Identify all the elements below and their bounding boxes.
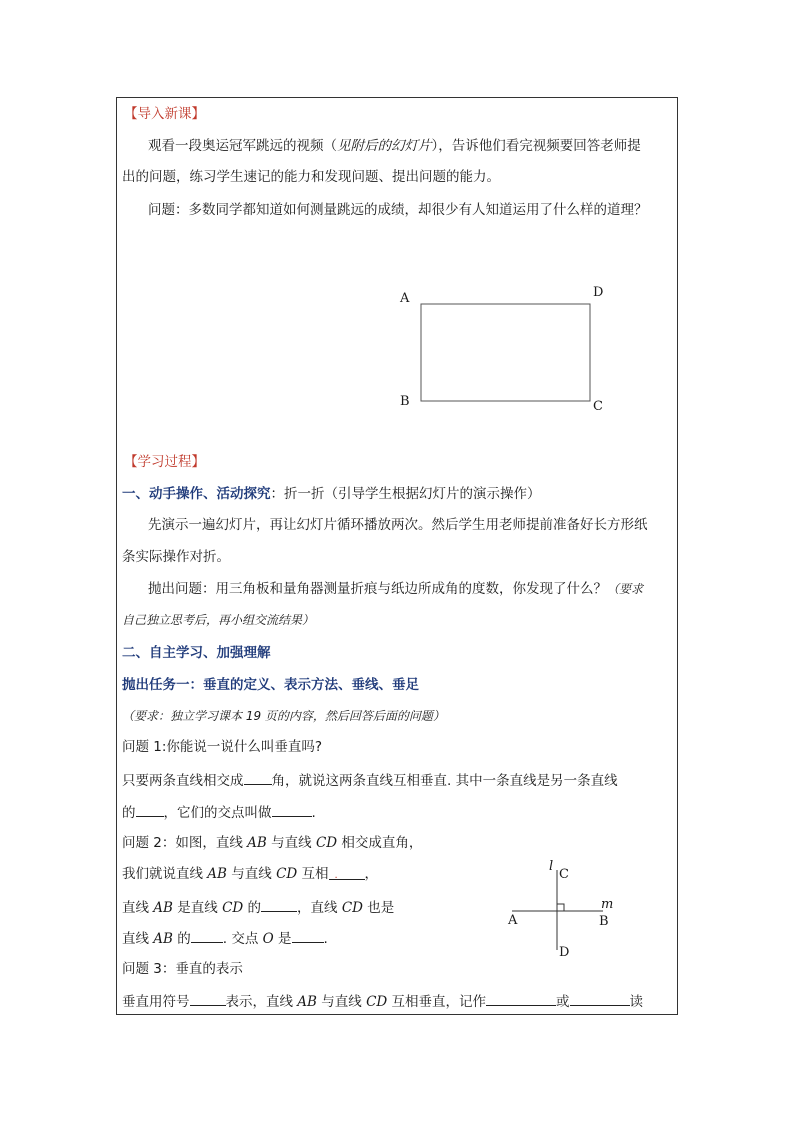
question3-title: 问题 3：垂直的表示 (122, 961, 243, 977)
cross-label-a: A (508, 913, 518, 928)
section1-question-line1: 抛出问题：用三角板和量角器测量折痕与纸边所成角的度数，你发现了什么？（要求 (148, 581, 644, 597)
question2-line3: 直线 AB 是直线 CD 的 ，直线 CD 也是 (122, 900, 395, 916)
rect-label-c: C (593, 399, 603, 414)
intro-paragraph-line1: 观看一段奥运冠军跳远的视频（见附后的幻灯片），告诉他们看完视频要回答老师提 (148, 138, 641, 154)
task1-note: （要求：独立学习课本 19 页的内容，然后回答后面的问题） (122, 709, 445, 723)
question1-title: 问题 1:你能说一说什么叫垂直吗? (122, 739, 323, 755)
rect-label-d: D (593, 285, 604, 300)
blank-mutually: . (329, 866, 365, 880)
intro-question: 问题：多数同学都知道如何测量跳远的成绩，却很少有人知道运用了什么样的道理？ (148, 202, 648, 218)
question1-line1: 只要两条直线相交成 角，就说这两条直线互相垂直. 其中一条直线是另一条直线 (122, 773, 618, 789)
cross-label-b: B (599, 914, 609, 929)
section1-title: 一、动手操作、活动探究：折一折（引导学生根据幻灯片的演示操作） (122, 486, 541, 502)
question1-line2: 的 ，它们的交点叫做 . (122, 805, 316, 821)
cross-label-l: l (549, 859, 554, 874)
cross-label-c: C (559, 867, 569, 882)
section1-paragraph-line2: 条实际操作对折。 (122, 549, 230, 565)
task1-title: 抛出任务一：垂直的定义、表示方法、垂线、垂足 (122, 677, 419, 693)
section2-title: 二、自主学习、加强理解 (122, 645, 271, 661)
intro-paragraph-line2: 出的问题，练习学生速记的能力和发现问题、提出问题的能力。 (122, 169, 500, 185)
section1-question-line2: 自己独立思考后，再小组交流结果） (122, 613, 315, 627)
intro-heading: 【导入新课】 (124, 106, 205, 122)
right-angle-mark (557, 904, 564, 911)
question2-line1: 问题 2：如图，直线 AB 与直线 CD 相交成直角， (122, 835, 423, 851)
section1-paragraph-line1: 先演示一遍幻灯片，再让幻灯片循环播放两次。然后学生用老师提前准备好长方形纸 (148, 517, 648, 533)
cross-label-d: D (559, 945, 570, 960)
rect-label-b: B (400, 394, 410, 409)
question3-line: 垂直用符号 表示，直线 AB 与直线 CD 互相垂直，记作 或 读 (122, 994, 644, 1010)
process-heading: 【学习过程】 (124, 454, 205, 470)
question2-line2: 我们就说直线 AB 与直线 CD 互相 . ， (122, 866, 379, 882)
cross-label-m: m (601, 897, 614, 912)
question2-line4: 直线 AB 的 . 交点 O 是 . (122, 931, 328, 947)
rect-label-a: A (400, 291, 410, 306)
